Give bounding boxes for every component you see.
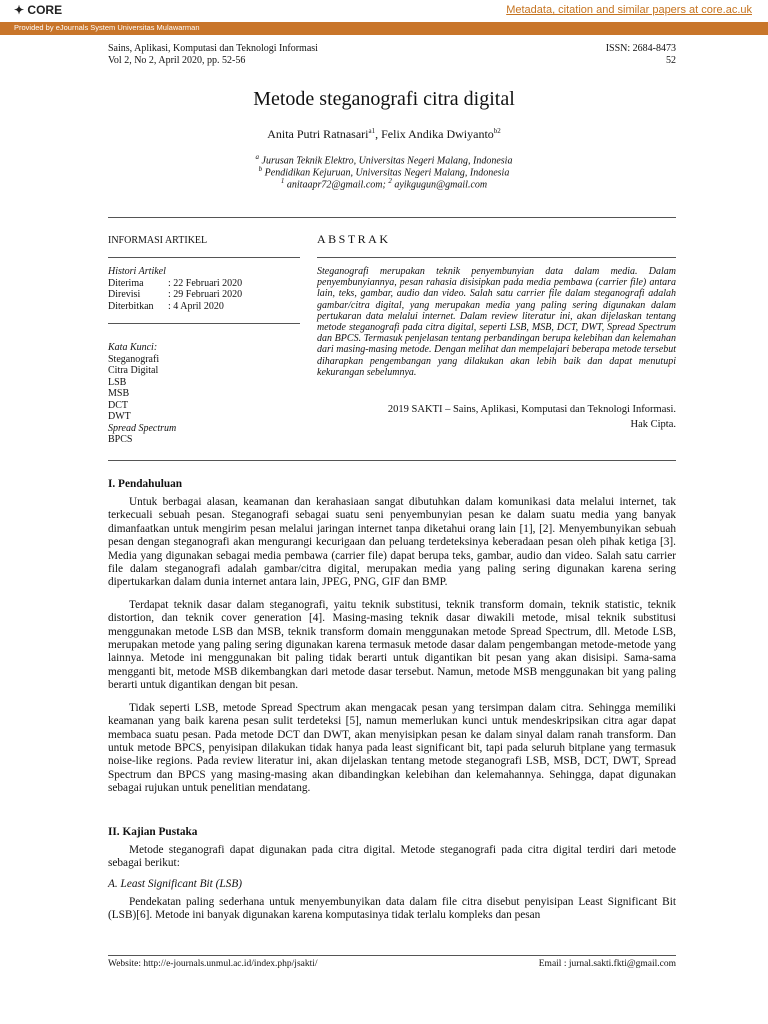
- info-divider: [108, 257, 300, 258]
- copyright-block: [388, 404, 676, 430]
- core-banner: [0, 0, 768, 22]
- keywords-block: [108, 342, 176, 446]
- affiliation-a-text: Jurusan Teknik Elektro, Universitas Negeri Malang, Indonesia: [261, 155, 513, 167]
- affiliation-a-sup: a: [255, 153, 260, 161]
- journal-name: Sains, Aplikasi, Komputasi dan Teknologi Informasi: [108, 43, 318, 54]
- email-1: anitaapr72@gmail.com;: [286, 179, 389, 191]
- history-row: [108, 301, 242, 313]
- email-2: ayikgugun@gmail.com: [394, 179, 488, 191]
- paragraph: Tidak seperti LSB, metode Spread Spectrum akan mengacak pesan yang tersimpan dalam citra. Sehingga memiliki keamanan yang baik karena pesan sulit terdeteksi [5], namun memerlukan kunci untuk mendeskripsikan citra agar dapat membaca suatu pesan. Pada metode DCT dan DWT, akan menyisipkan pesan ke dalam sinyal dalam ranah transform. Dan untuk metode BPCS, penyisipan dilakukan tidak hanya pada least significant bit, tapi pada seluruh bitplane yang termasuk noise-like regions. Pada review literatur ini, akan dijelaskan tentang metode steganografi LSB, MSB, DCT, DWT, Spread Spectrum dan BPCS yang masing-masing akan dibandingkan kelebihan dan kelemahannya. Sehingga, dapat digunakan sebagai rujukan untuk penelitian mendatang.: [108, 701, 676, 795]
- history-label: Histori Artikel: [108, 266, 166, 277]
- email-2-sup: 2: [388, 177, 392, 185]
- keyword: DCT: [108, 399, 128, 411]
- history-row: [108, 289, 242, 301]
- rights-text: Hak Cipta.: [630, 419, 676, 430]
- info-divider-2: [108, 323, 300, 324]
- provided-by-text[interactable]: Provided by eJournals System Universitas Mulawarman: [14, 23, 200, 32]
- journal-header: [108, 43, 318, 67]
- email-1-sup: 1: [280, 177, 285, 185]
- keyword: LSB: [108, 376, 127, 388]
- author-2: Felix Andika Dwiyanto: [381, 127, 494, 141]
- author-line: [0, 127, 768, 142]
- journal-volume: Vol 2, No 2, April 2020, pp. 52-56: [108, 55, 246, 66]
- core-logo[interactable]: [14, 3, 62, 17]
- core-metadata-link[interactable]: Metadata, citation and similar papers at core.ac.uk: [506, 4, 752, 16]
- affiliation-b-text: Pendidikan Kejuruan, Universitas Negeri Malang, Indonesia: [264, 167, 510, 179]
- core-logo-text: CORE: [27, 3, 63, 17]
- author-emails: [0, 177, 768, 190]
- issn: ISSN: 2684-8473: [605, 43, 676, 54]
- divider-top: [108, 217, 676, 218]
- keyword: Steganografi: [108, 353, 160, 365]
- history-row-value: : 29 Februari 2020: [168, 289, 243, 300]
- history-row-value: : 22 Februari 2020: [168, 277, 243, 289]
- footer-email[interactable]: Email : jurnal.sakti.fkti@gmail.com: [538, 959, 676, 969]
- copyright-text: 2019 SAKTI – Sains, Aplikasi, Komputasi dan Teknologi Informasi.: [387, 404, 676, 415]
- history-row-label: Diterbitkan: [108, 300, 154, 312]
- keyword: Citra Digital: [108, 365, 159, 376]
- divider-mid: [108, 460, 676, 461]
- keyword: MSB: [108, 388, 130, 399]
- paragraph: Terdapat teknik dasar dalam steganografi, yaitu teknik substitusi, teknik transform domain, teknik statistic, teknik distortion, dan teknik cover generation [4]. Masing-masing teknik dasar diwakili metode, misal teknik substitusi menggunakan metode LSB dan MSB, teknik transform domain menggunakan metode Spread Spectrum, dll. Metode LSB, merupakan metode yang paling sering digunakan karena termasuk metode dasar dalam pengembangan metode-metode yang lainnya. Metode ini menggunakan bit paling tidak berarti untuk digantikan bit pesan yang akan disisipi. Sama-sama mengganti bit, metode MSB dikembangkan dari metode dasar tersebut. Namun, metode MSB menggunakan bit yang paling berarti untuk digantikan dengan bit pesan.: [108, 598, 676, 692]
- paragraph: Pendekatan paling sederhana untuk menyembunyikan data dalam file citra disebut penyisipan Least Significant Bit (LSB)[6]. Metode ini banyak digunakan karena komputasinya tidak terlalu kompleks dan pesan: [108, 896, 676, 922]
- paragraph: Metode steganografi dapat digunakan pada citra digital. Metode steganografi pada citra digital terdiri dari metode sebagai berikut:: [108, 844, 676, 870]
- subsection-a-heading: A. Least Significant Bit (LSB): [108, 878, 242, 890]
- issn-block: [606, 43, 676, 67]
- history-row-label: Direvisi: [108, 289, 141, 300]
- footer-website[interactable]: Website: http://e-journals.unmul.ac.id/index.php/jsakti/: [108, 959, 318, 969]
- history-block: [108, 266, 242, 312]
- keywords-label: Kata Kunci:: [108, 342, 158, 353]
- section-2-body: [108, 844, 676, 871]
- section-1-heading: I. Pendahuluan: [108, 478, 183, 490]
- footer-divider: [108, 955, 676, 956]
- provided-by-bar: [0, 22, 768, 35]
- section-2-heading: II. Kajian Pustaka: [108, 826, 198, 838]
- history-row-label: Diterima: [108, 277, 144, 289]
- author-1-sup: a1: [368, 127, 376, 135]
- affiliation-b-sup: b: [258, 165, 263, 173]
- core-logo-icon: ✦: [14, 3, 25, 17]
- paper-title: Metode steganografi citra digital: [253, 88, 515, 110]
- history-row: [108, 278, 242, 290]
- history-row-value: : 4 April 2020: [168, 300, 224, 312]
- author-1: Anita Putri Ratnasari: [267, 127, 369, 141]
- author-2-sup: b2: [493, 127, 501, 135]
- author-separator: ,: [375, 127, 382, 141]
- section-1-body: [108, 496, 676, 796]
- abstract-text: Steganografi merupakan teknik penyembunyian data dalam media. Dalam penyembunyiannya, pesan rahasia disisipkan pada media pembawa (carrier file) antara lain, teks, gambar, audio dan video. Salah satu carrier file dalam steganografi adalah gambar/citra digital, yang merupakan media yang paling sering digunakan dalam pertukaran data melalui internet. Dalam review literatur ini, akan dijelaskan tentang metode steganografi pada citra digital, seperti LSB, MSB, DCT, DWT, Spread Spectrum dan BPCS. Termasuk penjelasan tentang perbandingan berupa kelebihan dan kelemahan dari masing-masing metode. Dengan melihat dan mempelajari beberapa metode tersebut diharapkan pengembangan yang dilakukan akan lebih baik dan dapat menutupi kekurangan sebelumnya.: [317, 266, 676, 378]
- info-heading: INFORMASI ARTIKEL: [108, 235, 208, 246]
- keyword: DWT: [108, 411, 131, 422]
- abstract-divider: [317, 257, 676, 258]
- abstract-heading: ABSTRAK: [317, 232, 391, 246]
- keyword: Spread Spectrum: [108, 422, 177, 434]
- subsection-a-body: [108, 896, 676, 923]
- page-number: 52: [666, 55, 676, 66]
- keyword: BPCS: [108, 434, 133, 445]
- paragraph: Untuk berbagai alasan, keamanan dan kerahasiaan sangat dibutuhkan dalam komunikasi data melalui internet, tak terkecuali sebuah pesan. Steganografi sebagai suatu seni penyembunyian pesan ke dalam suatu media yang banyak dimanfaatkan untuk mengirim pesan melalui jaringan internet tanpa diketahui orang lain [1], [2]. Menyembunyikan sebuah pesan dengan steganografi akan mengurangi kecurigaan dan peluang terdeteksinya keberadaan pesan oleh pihak ketiga [3]. Media yang digunakan sebagai media pembawa (carrier file) dapat berupa teks, gambar, audio dan video. Salah satu carrier file dalam steganografi adalah gambar/citra digital, merupakan media yang paling sering digunakan karena sering dipertukarkan dalam dunia internet antara lain, JPEG, PNG, GIF dan BMP.: [108, 496, 676, 589]
